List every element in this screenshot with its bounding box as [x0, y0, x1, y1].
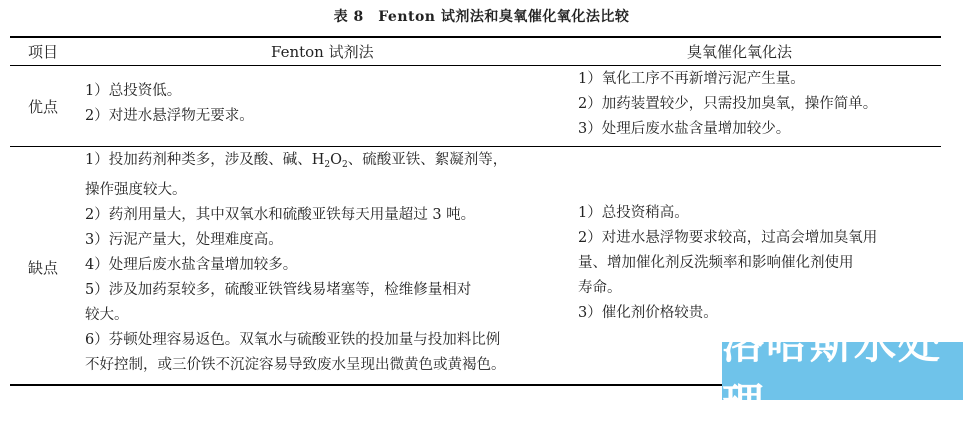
- list-item: 1）总投资低。: [85, 83, 182, 99]
- header-rule: [10, 65, 941, 66]
- watermark-logo: [722, 319, 963, 428]
- list-item: 2）对进水悬浮物要求较高，过高会增加臭氧用: [578, 230, 878, 246]
- list-item: 6）芬顿处理容易返色。双氧水与硫酸亚铁的投加量与投加料比例: [85, 332, 501, 348]
- list-item: 4）处理后废水盐含量增加较多。: [85, 257, 298, 273]
- list-item: 3）处理后废水盐含量增加较少。: [578, 121, 791, 137]
- row-label-advantages: 优点: [28, 98, 59, 116]
- top-rule: [10, 36, 941, 38]
- row-divider: [10, 146, 941, 147]
- header-item: 项目: [28, 43, 59, 61]
- header-fenton: Fenton 试剂法: [271, 43, 374, 61]
- list-item: 3）催化剂价格较贵。: [578, 305, 718, 321]
- row-label-disadvantages: 缺点: [28, 259, 59, 277]
- list-item: 2）药剂用量大，其中双氧水和硫酸亚铁每天用量超过 3 吨。: [85, 207, 476, 223]
- list-item: 2）加药装置较少，只需投加臭氧，操作简单。: [578, 96, 878, 112]
- list-item: 寿命。: [578, 280, 622, 296]
- list-item: 1）总投资稍高。: [578, 205, 689, 221]
- list-item: 量、增加催化剂反洗频率和影响催化剂使用: [578, 255, 854, 271]
- advantages-fenton-cell: [85, 79, 254, 129]
- table-caption: 表 8 Fenton 试剂法和臭氧催化氧化法比较: [333, 9, 630, 25]
- list-item: 5）涉及加药泵较多，硫酸亚铁管线易堵塞等，检维修量相对: [85, 282, 472, 298]
- list-item: 1）氧化工序不再新增污泥产生量。: [578, 71, 805, 87]
- list-item: 2）对进水悬浮物无要求。: [85, 108, 254, 124]
- list-item: 3）污泥产量大，处理难度高。: [85, 232, 283, 248]
- advantages-ozone-cell: [578, 67, 877, 142]
- header-ozone: 臭氧催化氧化法: [687, 43, 793, 61]
- watermark-text: 洛哈斯水处理: [722, 319, 943, 428]
- list-item-chemicals: 1）投加药剂种类多，涉及酸、碱、$H_2O_2$、硫酸亚铁、絮凝剂等，: [85, 152, 508, 170]
- disadvantages-ozone-cell: [578, 201, 877, 326]
- list-item: 操作强度较大。: [85, 182, 187, 198]
- list-item: 不好控制，或三价铁不沉淀容易导致废水呈现出微黄色或黄褐色。: [85, 357, 506, 373]
- list-item: 较大。: [85, 307, 129, 323]
- disadvantages-fenton-cell: [85, 148, 507, 378]
